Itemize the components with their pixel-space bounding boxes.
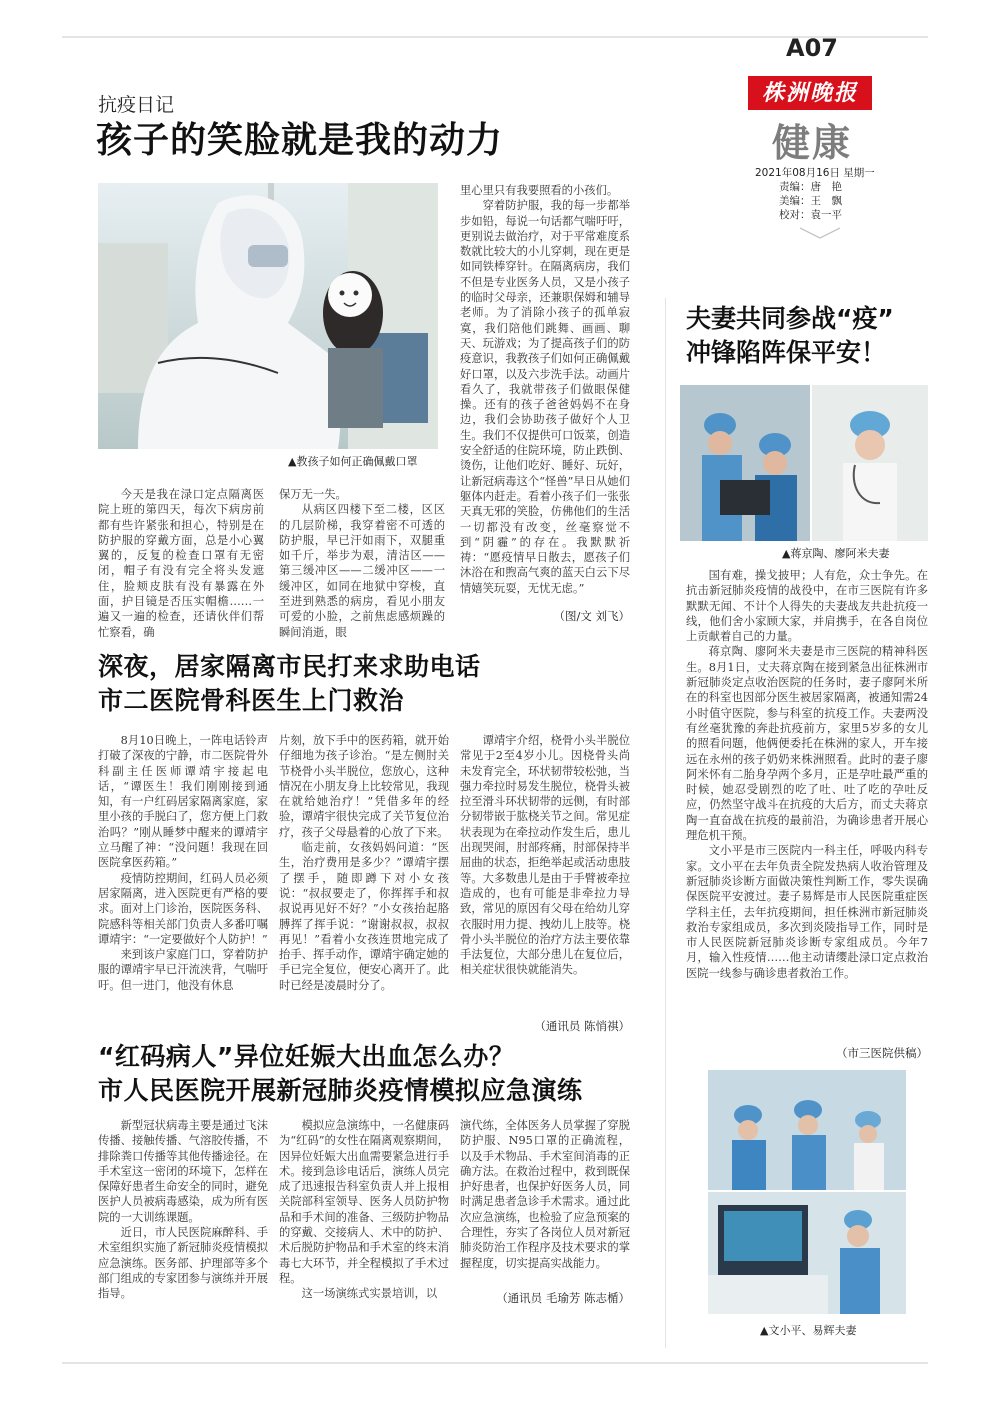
article-column-2	[279, 487, 445, 639]
paragraph: 临走前，女孩妈妈问道：“医生，治疗费用是多少？”谭靖宇摆了摆手，随即蹲下对小女孩说：“叔叔要走了，你挥挥手和叔叔说再见好不好？”小女孩抬起胳膊挥了挥手说：“谢谢叔叔，叔叔再见！”看着小女孩连贯地完成了抬手、挥手动作，谭靖宇确定她的手已完全复位，便安心离开了。此时已经是凌晨时分了。	[279, 841, 449, 992]
section-title: 健康	[772, 120, 853, 165]
paragraph: 8月10日晚上，一阵电话铃声打破了深夜的宁静，市二医院骨外科副主任医师谭靖宇接起电话，“谭医生！我们刚刚接到通知，有一户红码居家隔离家庭，家里小孩的手脱臼了，您方便上门救治吗？”刚从睡梦中醒来的谭靖宇立马醒了神：“没问题！我现在回医院拿医药箱。”	[98, 734, 268, 870]
paragraph: 这一场演练式实景培训，以	[301, 1287, 438, 1301]
photo-caption: ▲文小平、易辉夫妻	[760, 1324, 857, 1337]
date-line: 2021年08月16日 星期一	[755, 167, 875, 179]
paragraph: 穿着防护服，我的每一步都举步如铅，每说一句话都气喘吁吁，更别说去做治疗，对于平常难度系数就比较大的小儿穿刺，现在更是如同铁棒穿针。在隔离病房，我们不但是专业医务人员，又是小孩子的临时父母亲，还兼职保姆和辅导老师。为了消除小孩子的孤单寂寞，我们陪他们跳舞、画画、聊天、玩游戏；为了提高孩子们的防疫意识，我教孩子们如何正确佩戴好口罩，以及六步洗手法。动画片看久了，我就带孩子们做眼保健操。还有的孩子爸爸妈妈不在身边，我们会协助孩子做好个人卫生。我们不仅提供可口饭菜，创造安全舒适的住院环境，防止跌倒、烫伤，让他们吃好、睡好、玩好，让新冠病毒这个“怪兽”早日从她们躯体内赶走。看着小孩子们一张张天真无邪的笑脸，仿佛他们的生活一切都没有改变，丝毫察觉不到“阴霾”的存在。我默默祈祷：“愿疫情早日散去，愿孩子们沐浴在和煦高气爽的蓝天白云下尽情嬉笑玩耍，无忧无虑。”	[460, 199, 630, 595]
article-column-1	[98, 487, 264, 639]
article-headline: 孩子的笑脸就是我的动力	[96, 120, 504, 161]
page-number: A07	[786, 34, 838, 62]
masthead-meta	[755, 166, 875, 222]
bottom-rule	[62, 1362, 928, 1364]
photo-caption: ▲教孩子如何正确佩戴口罩	[288, 455, 418, 468]
article-column-1	[98, 1118, 268, 1308]
headline-line: 市二医院骨科医生上门救治	[98, 686, 405, 715]
paragraph: 片刻，放下手中的医药箱，就开始仔细地为孩子诊治。“是左侧肘关节桡骨小头半脱位，您放心，这种情况在小朋友身上比较常见，我现在就给她治疗！”凭借多年的经验，谭靖宇很快完成了关节复位治疗，孩子父母悬着的心放了下来。	[279, 734, 449, 839]
paragraph: 国有难，操戈披甲；人有危，众士争先。在抗击新冠肺炎疫情的战役中，在市三医院有许多默默无闻、不计个人得失的夫妻战友共赴抗疫一线，他们舍小家顾大家，并肩携手，在各自岗位上贡献着自己的力量。	[686, 569, 928, 644]
article-photo	[98, 183, 438, 449]
article-column-3	[460, 1118, 630, 1288]
headline-line: 深夜，居家隔离市民打来求助电话	[98, 652, 481, 681]
article-column-2	[279, 1118, 449, 1308]
chevron-down-icon	[800, 226, 840, 240]
paragraph: 演代练，全体医务人员掌握了穿脱防护服、N95口罩的正确流程，以及手术物品、手术室间消毒的正确方法。在救治过程中，救到既保护好患者，也保护好医务人员，同时满足患者急诊手术需求。通过此次应急演练，也检验了应急预案的合理性，夯实了各岗位人员对新冠肺炎防治工作程序及技术要求的掌握程度，切实提高实战能力。	[460, 1119, 630, 1270]
article-column-1	[98, 733, 268, 1033]
article-credit: （通讯员 毛瑜芳 陈志楯）	[496, 1291, 630, 1305]
article-photo	[708, 1070, 906, 1314]
article-kicker: 抗疫日记	[98, 94, 175, 116]
paragraph: 今天是我在渌口定点隔离医院上班的第四天，每次下病房前都有些许紧张和担心，特别是在防护服的穿戴方面，总是小心翼翼的，反复的检查口罩有无密闭，帽子有没有完全将头发遮住，脸颊皮肤有没有暴露在外面，护目镜是否压实帽檐……一遍又一遍的检查，还请伙伴们帮忙察看，确	[98, 488, 264, 639]
proofreader-credit: 校对：袁一平	[779, 209, 842, 221]
editor-credit: 责编：唐 艳	[779, 181, 842, 193]
paragraph: 蒋京陶、廖阿米夫妻是市三医院的精神科医生。8月1日，丈夫蒋京陶在接到紧急出征株洲市新冠肺炎定点收治医院的任务时，妻子廖阿米所在的科室也因部分医生被居家隔离，被通知需24小时值守医院，参与科室的抗疫工作。夫妻两没有丝毫犹豫的奔赴抗疫前方，家里5岁多的女儿的照看问题，他俩便委托在株洲的家人，开车接远在永州的孩子奶奶来株洲照看。此时的妻子廖阿米怀有二胎身孕两个多月，正是孕吐最严重的时候，她忍受剧烈的吃了吐、吐了吃的孕吐反应，仍然坚守战斗在抗疫的大后方，而丈夫蒋京陶一直奋战在抗疫的最前沿，为确诊患者开展心理危机干预。	[686, 645, 928, 843]
designer-credit: 美编：王 飘	[779, 195, 842, 207]
article-credit: （通讯员 陈悄祺）	[534, 1019, 630, 1033]
paragraph: 模拟应急演练中，一名健康码为“红码”的女性在隔离观察期间，因异位妊娠大出血需要紧急进行手术。接到急诊电话后，演练人员完成了迅速报告科室负责人并上报相关院部科室领导、医务人员防护物品和手术间的准备、三级防护物品的穿戴、交接病人、术中的防护、术后脱防护物品和手术室的终末消毒七大环节，并全程模拟了手术过程。	[279, 1119, 449, 1285]
article-credit: （图/文 刘飞）	[553, 609, 630, 623]
headline-line: “红码病人”异位妊娠大出血怎么办？	[98, 1042, 515, 1071]
paragraph: 新型冠状病毒主要是通过飞沫传播、接触传播、气溶胶传播，不排除粪口传播等其他传播途径。在手术室这一密闭的环境下，怎样在保障好患者生命安全的同时，避免医护人员被病毒感染，成为所有医院的一大训练课题。	[98, 1119, 268, 1224]
headline-line: 冲锋陷阵保平安！	[686, 338, 887, 367]
paragraph: 来到该户家庭门口，穿着防护服的谭靖宇早已汗流浃背，气喘吁吁。但一进门，他没有休息	[98, 948, 268, 992]
paragraph: 里心里只有我要照看的小孩们。	[460, 184, 619, 197]
article-headline	[98, 1040, 583, 1108]
article-photo	[680, 385, 928, 541]
article-column	[686, 568, 928, 1044]
paragraph: 文小平是市三医院内一科主任，呼吸内科专家。文小平在去年负责全院发热病人收治管理及新冠肺炎诊断方面做决策性判断工作，零失误确保医院平安渡过。妻子易辉是市人民医院重症医学科主任，去年抗疫期间，担任株洲市新冠肺炎救治专家组成员，多次到炎陵指导工作，同时是市人民医院新冠肺炎诊断专家组成员。今年7月，输入性疫情……他主动请缨赴渌口定点救治医院一线参与确诊患者救治工作。	[686, 844, 928, 980]
article-credit: （市三医院供稿）	[836, 1046, 928, 1060]
paragraph: 保万无一失。	[279, 488, 347, 501]
article-headline	[686, 302, 894, 370]
headline-line: 夫妻共同参战“疫”	[686, 304, 894, 333]
article-column-2	[279, 733, 449, 1033]
column-divider	[665, 298, 666, 1348]
paragraph: 谭靖宇介绍，桡骨小头半脱位常见于2至4岁小儿。因桡骨头尚未发育完全，环状韧带较松弛，当强力牵拉时易发生脱位，桡骨头被拉至滑斗环状韧带的远侧，有时部分韧带嵌于肱桡关节之间。常见症状表现为在牵拉动作发生后，患儿出现哭闹，肘部疼痛，肘部保持半屈曲的状态，拒绝举起或活动患肢等。大多数患儿是由于手臂被牵拉造成的，也有可能是非牵拉力导致，常见的原因有父母在给幼儿穿衣服时用力提、拽幼儿上肢等。桡骨小头半脱位的治疗方法主要依靠手法复位，大部分患儿在复位后，相关症状很快就能消失。	[460, 734, 630, 977]
article-column-3	[460, 733, 630, 991]
paragraph: 疫情防控期间，红码人员必须居家隔离，进入医院更有严格的要求。面对上门诊治，医院医务科、院感科等相关部门负责人多番叮嘱谭靖宇：“一定要做好个人防护！”	[98, 871, 268, 946]
paragraph: 从病区四楼下至二楼，区区的几层阶梯，我穿着密不可透的防护服，早已汗如雨下，双腿重如千斤，举步为艰，清洁区——第三缓冲区——二缓冲区——一缓冲区，如同在地狱中穿梭，直至进到熟悉的病房，看见小朋友可爱的小脸，之前焦虑感烦躁的瞬间消逝，眼	[279, 503, 445, 639]
article-column-3	[460, 183, 630, 603]
newspaper-logo: 株洲晚报	[748, 76, 872, 110]
article-headline	[98, 650, 481, 718]
headline-line: 市人民医院开展新冠肺炎疫情模拟应急演练	[98, 1076, 583, 1105]
photo-caption: ▲蒋京陶、廖阿米夫妻	[782, 547, 890, 560]
paragraph: 近日，市人民医院麻醉科、手术室组织实施了新冠肺炎疫情模拟应急演练。医务部、护理部等多个部门组成的专家团参与演练并开展指导。	[98, 1226, 268, 1301]
